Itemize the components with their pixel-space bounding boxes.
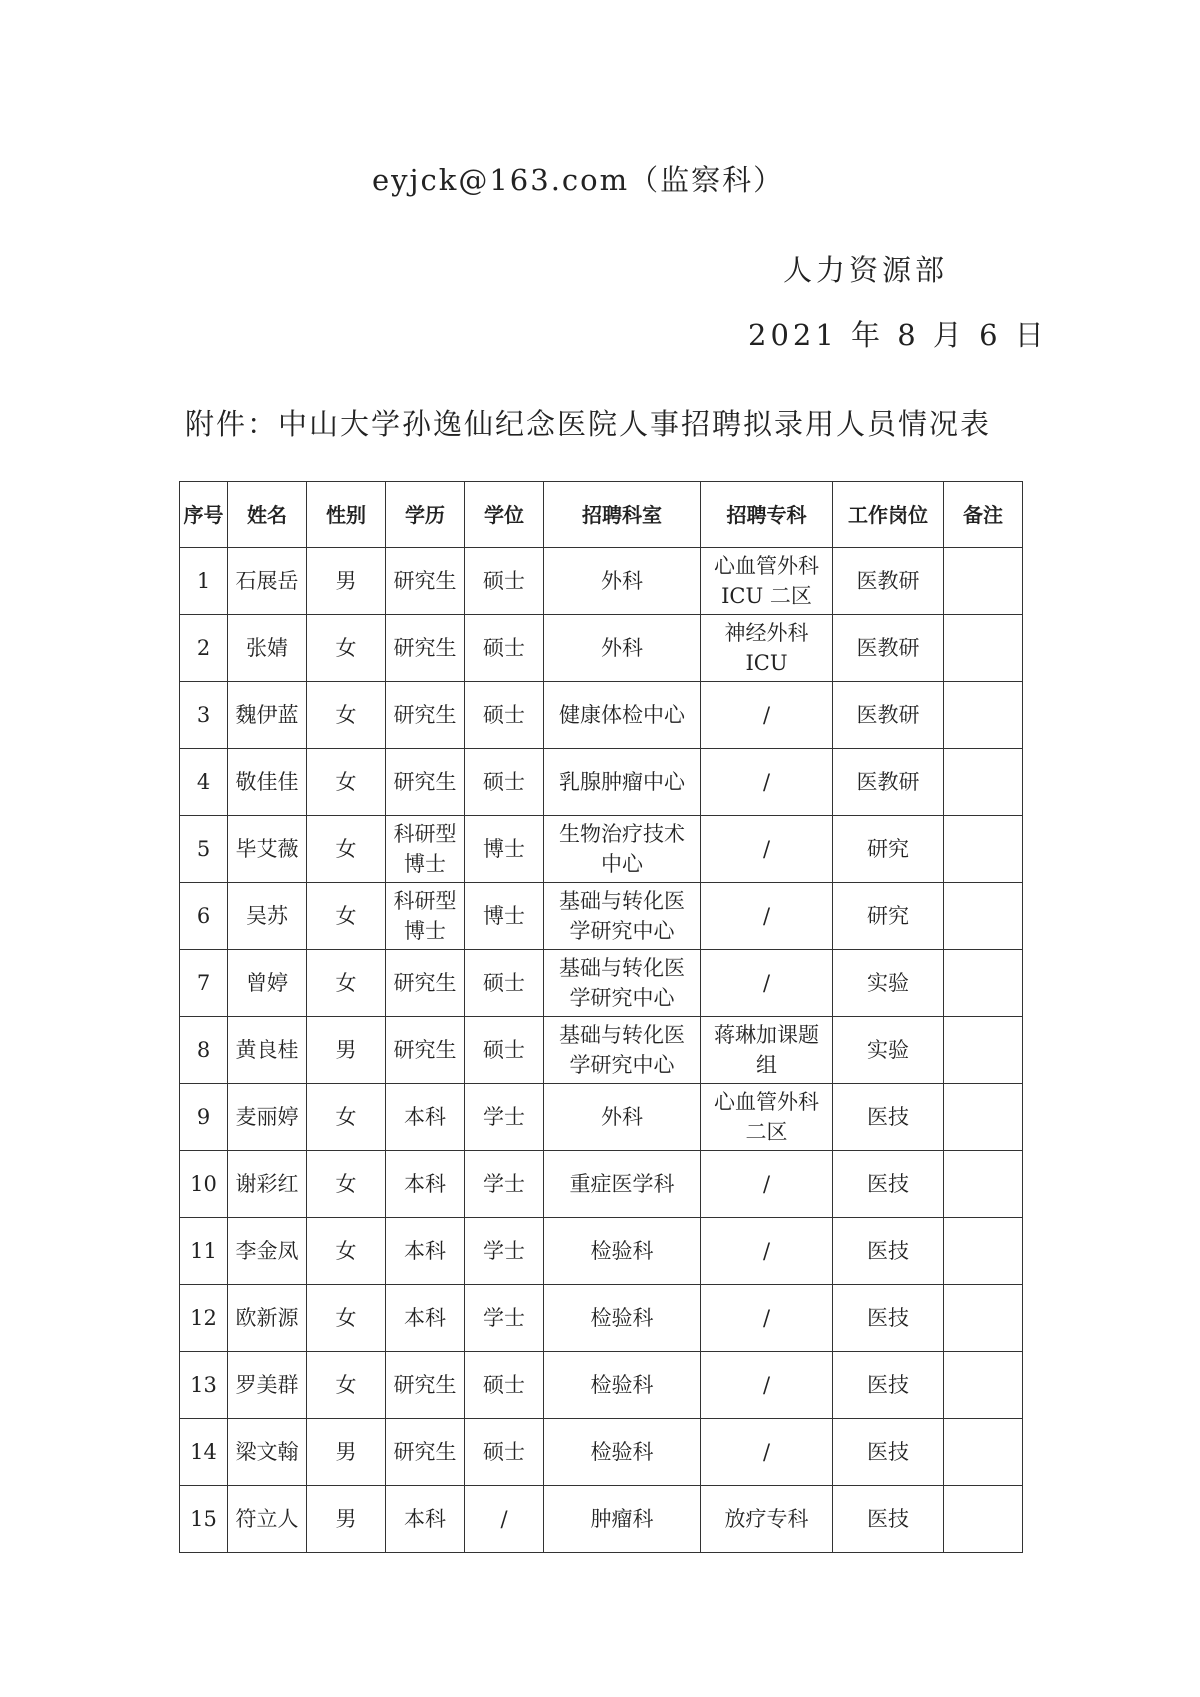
cell-position: 医技	[833, 1419, 944, 1486]
cell-department: 乳腺肿瘤中心	[544, 749, 701, 816]
cell-gender: 男	[307, 1486, 386, 1553]
table-row	[180, 682, 1023, 749]
header-degree: 学位	[465, 482, 544, 548]
cell-gender: 女	[307, 950, 386, 1017]
cell-education: 科研型 博士	[386, 816, 465, 883]
cell-position: 医技	[833, 1218, 944, 1285]
cell-specialty: /	[701, 1419, 833, 1486]
cell-position: 医技	[833, 1151, 944, 1218]
cell-department: 重症医学科	[544, 1151, 701, 1218]
cell-degree: 硕士	[465, 1352, 544, 1419]
cell-gender: 女	[307, 1352, 386, 1419]
header-position: 工作岗位	[833, 482, 944, 548]
cell-name: 罗美群	[228, 1352, 307, 1419]
cell-education: 本科	[386, 1486, 465, 1553]
header-specialty: 招聘专科	[701, 482, 833, 548]
cell-degree: 硕士	[465, 1017, 544, 1084]
cell-degree: 学士	[465, 1218, 544, 1285]
cell-remarks	[944, 1352, 1023, 1419]
cell-specialty: /	[701, 1151, 833, 1218]
cell-remarks	[944, 816, 1023, 883]
cell-department: 检验科	[544, 1419, 701, 1486]
cell-specialty: /	[701, 1285, 833, 1352]
cell-position: 医技	[833, 1486, 944, 1553]
cell-name: 毕艾薇	[228, 816, 307, 883]
cell-name: 梁文翰	[228, 1419, 307, 1486]
cell-education: 本科	[386, 1285, 465, 1352]
cell-education: 研究生	[386, 1419, 465, 1486]
cell-department: 外科	[544, 615, 701, 682]
cell-degree: /	[465, 1486, 544, 1553]
cell-index: 6	[180, 883, 228, 950]
cell-gender: 男	[307, 1017, 386, 1084]
cell-index: 7	[180, 950, 228, 1017]
cell-degree: 学士	[465, 1084, 544, 1151]
cell-remarks	[944, 1218, 1023, 1285]
table-row	[180, 1285, 1023, 1352]
cell-degree: 博士	[465, 816, 544, 883]
table-row	[180, 548, 1023, 615]
cell-index: 2	[180, 615, 228, 682]
cell-index: 8	[180, 1017, 228, 1084]
cell-index: 15	[180, 1486, 228, 1553]
cell-department: 肿瘤科	[544, 1486, 701, 1553]
cell-index: 12	[180, 1285, 228, 1352]
attachment-title: 附件：中山大学孙逸仙纪念医院人事招聘拟录用人员情况表	[185, 407, 992, 441]
cell-department: 基础与转化医 学研究中心	[544, 1017, 701, 1084]
cell-position: 研究	[833, 883, 944, 950]
cell-remarks	[944, 1151, 1023, 1218]
contact-email-line: eyjck@163.com（监察科）	[372, 163, 785, 197]
cell-specialty: /	[701, 883, 833, 950]
cell-specialty: /	[701, 1218, 833, 1285]
cell-education: 研究生	[386, 548, 465, 615]
cell-remarks	[944, 749, 1023, 816]
cell-remarks	[944, 950, 1023, 1017]
cell-index: 13	[180, 1352, 228, 1419]
cell-degree: 硕士	[465, 749, 544, 816]
cell-name: 曾婷	[228, 950, 307, 1017]
table-row	[180, 1419, 1023, 1486]
header-education: 学历	[386, 482, 465, 548]
cell-education: 研究生	[386, 1017, 465, 1084]
cell-department: 基础与转化医 学研究中心	[544, 950, 701, 1017]
cell-specialty: /	[701, 749, 833, 816]
cell-name: 张婧	[228, 615, 307, 682]
cell-remarks	[944, 548, 1023, 615]
table-row	[180, 883, 1023, 950]
table-body	[180, 548, 1023, 1553]
cell-remarks	[944, 1419, 1023, 1486]
cell-specialty: /	[701, 816, 833, 883]
cell-remarks	[944, 1017, 1023, 1084]
cell-department: 基础与转化医 学研究中心	[544, 883, 701, 950]
table-row	[180, 816, 1023, 883]
cell-name: 吴苏	[228, 883, 307, 950]
cell-specialty: 心血管外科 ICU 二区	[701, 548, 833, 615]
cell-degree: 博士	[465, 883, 544, 950]
cell-name: 黄良桂	[228, 1017, 307, 1084]
cell-department: 检验科	[544, 1285, 701, 1352]
table-row	[180, 1352, 1023, 1419]
cell-gender: 女	[307, 682, 386, 749]
cell-remarks	[944, 615, 1023, 682]
table-row	[180, 1486, 1023, 1553]
cell-name: 敬佳佳	[228, 749, 307, 816]
cell-education: 本科	[386, 1151, 465, 1218]
cell-education: 研究生	[386, 749, 465, 816]
cell-department: 检验科	[544, 1218, 701, 1285]
table-row	[180, 749, 1023, 816]
cell-department: 外科	[544, 1084, 701, 1151]
header-gender: 性别	[307, 482, 386, 548]
cell-name: 石展岳	[228, 548, 307, 615]
cell-degree: 学士	[465, 1285, 544, 1352]
cell-index: 10	[180, 1151, 228, 1218]
cell-name: 魏伊蓝	[228, 682, 307, 749]
cell-education: 本科	[386, 1084, 465, 1151]
cell-gender: 女	[307, 1285, 386, 1352]
cell-name: 麦丽婷	[228, 1084, 307, 1151]
cell-gender: 女	[307, 1084, 386, 1151]
cell-position: 医教研	[833, 615, 944, 682]
cell-position: 研究	[833, 816, 944, 883]
cell-position: 医教研	[833, 749, 944, 816]
issue-date: 2021 年 8 月 6 日	[748, 318, 1048, 352]
cell-degree: 硕士	[465, 950, 544, 1017]
cell-remarks	[944, 883, 1023, 950]
cell-index: 9	[180, 1084, 228, 1151]
cell-education: 本科	[386, 1218, 465, 1285]
cell-index: 4	[180, 749, 228, 816]
cell-position: 医技	[833, 1285, 944, 1352]
cell-specialty: /	[701, 1352, 833, 1419]
cell-department: 外科	[544, 548, 701, 615]
cell-name: 谢彩红	[228, 1151, 307, 1218]
cell-degree: 硕士	[465, 1419, 544, 1486]
cell-position: 医教研	[833, 682, 944, 749]
cell-gender: 女	[307, 1151, 386, 1218]
cell-remarks	[944, 682, 1023, 749]
cell-remarks	[944, 1285, 1023, 1352]
header-department: 招聘科室	[544, 482, 701, 548]
cell-position: 医技	[833, 1352, 944, 1419]
cell-position: 实验	[833, 1017, 944, 1084]
cell-gender: 女	[307, 816, 386, 883]
cell-specialty: 蒋琳加课题 组	[701, 1017, 833, 1084]
header-remarks: 备注	[944, 482, 1023, 548]
cell-degree: 硕士	[465, 682, 544, 749]
cell-department: 生物治疗技术 中心	[544, 816, 701, 883]
cell-specialty: /	[701, 950, 833, 1017]
table-row	[180, 1084, 1023, 1151]
table-row	[180, 1017, 1023, 1084]
cell-gender: 男	[307, 1419, 386, 1486]
hiring-table	[179, 481, 1023, 1553]
cell-remarks	[944, 1486, 1023, 1553]
table-row	[180, 950, 1023, 1017]
cell-position: 医教研	[833, 548, 944, 615]
cell-name: 李金凤	[228, 1218, 307, 1285]
cell-gender: 女	[307, 615, 386, 682]
cell-gender: 女	[307, 1218, 386, 1285]
cell-name: 欧新源	[228, 1285, 307, 1352]
header-index: 序号	[180, 482, 228, 548]
table-row	[180, 615, 1023, 682]
cell-name: 符立人	[228, 1486, 307, 1553]
cell-gender: 男	[307, 548, 386, 615]
cell-specialty: 放疗专科	[701, 1486, 833, 1553]
cell-department: 检验科	[544, 1352, 701, 1419]
cell-gender: 女	[307, 749, 386, 816]
cell-degree: 硕士	[465, 615, 544, 682]
cell-degree: 硕士	[465, 548, 544, 615]
cell-index: 5	[180, 816, 228, 883]
header-name: 姓名	[228, 482, 307, 548]
cell-degree: 学士	[465, 1151, 544, 1218]
cell-index: 1	[180, 548, 228, 615]
cell-education: 研究生	[386, 1352, 465, 1419]
cell-specialty: 心血管外科 二区	[701, 1084, 833, 1151]
table-header-row	[180, 482, 1023, 548]
issuing-department: 人力资源部	[783, 253, 949, 287]
cell-position: 医技	[833, 1084, 944, 1151]
cell-index: 14	[180, 1419, 228, 1486]
cell-index: 11	[180, 1218, 228, 1285]
cell-education: 研究生	[386, 682, 465, 749]
cell-remarks	[944, 1084, 1023, 1151]
cell-position: 实验	[833, 950, 944, 1017]
table-row	[180, 1218, 1023, 1285]
table-row	[180, 1151, 1023, 1218]
cell-education: 研究生	[386, 950, 465, 1017]
cell-education: 科研型 博士	[386, 883, 465, 950]
cell-education: 研究生	[386, 615, 465, 682]
cell-gender: 女	[307, 883, 386, 950]
cell-department: 健康体检中心	[544, 682, 701, 749]
cell-specialty: /	[701, 682, 833, 749]
cell-index: 3	[180, 682, 228, 749]
cell-specialty: 神经外科 ICU	[701, 615, 833, 682]
